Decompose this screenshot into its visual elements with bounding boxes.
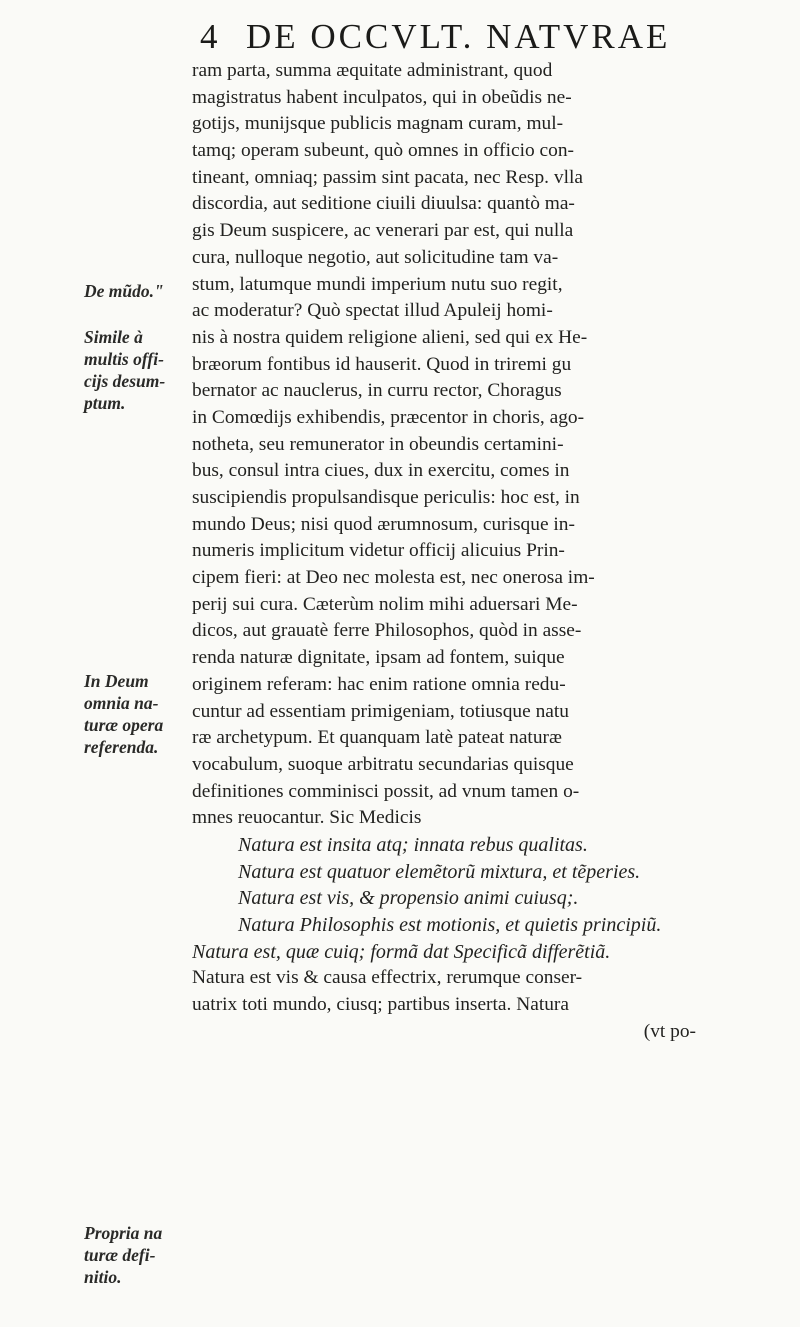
text-line: Natura est vis & causa effectrix, rerumque conser- bbox=[192, 967, 583, 989]
margin-note-propria bbox=[84, 1222, 188, 1288]
text-line: suscipiendis propulsandisque periculis: hoc est, in bbox=[192, 487, 580, 508]
text-line: cuntur ad essentiam primigeniam, totiusque natu bbox=[192, 700, 569, 722]
margin-note-line: In Deum bbox=[84, 671, 149, 691]
margin-note-line: turæ defi- bbox=[84, 1245, 156, 1265]
text-line: mundo Deus; nisi quod ærumnosum, curisque in- bbox=[192, 513, 575, 535]
margin-note-line: De mũdo." bbox=[84, 281, 164, 301]
margin-note-line: cijs desum- bbox=[84, 371, 166, 391]
text-line: perij sui cura. Cæterùm nolim mihi aduersari Me- bbox=[192, 593, 578, 615]
text-line: gis Deum suspicere, ac venerari par est, qui nulla bbox=[192, 220, 574, 242]
text-line: stum, latumque mundi imperium nutu suo regit, bbox=[192, 273, 563, 295]
text-line: mnes reuocantur. Sic Medicis bbox=[192, 807, 422, 829]
text-line: nis à nostra quidem religione alieni, sed qui ex He- bbox=[192, 326, 588, 348]
margin-note-line: multis offi- bbox=[84, 349, 164, 369]
page-number: 4 bbox=[200, 17, 221, 56]
definition-line: Natura est vis, & propensio animi cuiusq;. bbox=[238, 887, 579, 910]
text-line: uatrix toti mundo, ciusq; partibus inserta. Natura bbox=[192, 994, 569, 1016]
definition-line: Natura est quatuor elemẽtorũ mixtura, et tẽperies. bbox=[238, 860, 641, 883]
margin-note-de-mundo bbox=[84, 280, 188, 302]
text-line: tamq; operam subeunt, quò omnes in officio con- bbox=[192, 140, 574, 162]
text-line: cipem fieri: at Deo nec molesta est, nec onerosa im- bbox=[192, 567, 595, 589]
text-line: magistratus habent inculpatos, qui in obeũdis ne- bbox=[192, 86, 572, 108]
margin-note-line: Simile à bbox=[84, 327, 143, 347]
margin-note-line: Propria na bbox=[84, 1223, 163, 1243]
text-line: ac moderatur? Quò spectat illud Apuleij homi- bbox=[192, 300, 553, 322]
text-line: renda naturæ dignitate, ipsam ad fontem, suique bbox=[192, 647, 565, 669]
catchword: (vt po- bbox=[643, 1020, 696, 1042]
margin-note-line: ptum. bbox=[84, 393, 126, 413]
text-line: tineant, omniaq; passim sint pacata, nec Resp. vlla bbox=[192, 166, 583, 188]
margin-note-line: referenda. bbox=[84, 737, 159, 757]
text-line: bus, consul intra ciues, dux in exercitu, comes in bbox=[192, 460, 570, 482]
margin-note-line: omnia na- bbox=[84, 693, 159, 713]
text-line: in Comœdijs exhibendis, præcentor in choris, ago- bbox=[192, 406, 585, 428]
text-line: bræorum fontibus id hauserit. Quod in triremi gu bbox=[192, 353, 572, 375]
text-line: notheta, seu remunerator in obeundis certamini- bbox=[192, 433, 564, 455]
margin-note-simile bbox=[84, 326, 188, 414]
main-text bbox=[192, 58, 774, 1045]
margin-note-line: turæ opera bbox=[84, 715, 164, 735]
text-line: gotijs, munijsque publicis magnam curam, mul- bbox=[192, 113, 564, 135]
running-head bbox=[200, 14, 760, 60]
running-title: DE OCCVLT. NATVRAE bbox=[246, 17, 671, 56]
text-line: discordia, aut seditione ciuili diuulsa: quantò ma- bbox=[192, 193, 575, 215]
text-line: definitiones comminisci possit, ad vnum tamen o- bbox=[192, 780, 580, 802]
definition-line: Natura est, quæ cuiq; formã dat Specificã differẽtiã. bbox=[192, 940, 611, 963]
text-line: ram parta, summa æquitate administrant, quod bbox=[192, 60, 553, 81]
text-line: dicos, aut grauatè ferre Philosophos, quòd in asse- bbox=[192, 620, 582, 642]
definition-line: Natura Philosophis est motionis, et quietis principiũ. bbox=[238, 914, 662, 936]
text-line: bernator ac nauclerus, in curru rector, Choragus bbox=[192, 380, 562, 402]
definition-line: Natura est insita atq; innata rebus qualitas. bbox=[238, 833, 588, 856]
text-line: originem referam: hac enim ratione omnia redu- bbox=[192, 673, 566, 695]
text-line: vocabulum, suoque arbitratu secundarias quisque bbox=[192, 753, 574, 775]
margin-note-line: nitio. bbox=[84, 1267, 122, 1287]
text-line: cura, nulloque negotio, aut solicitudine tam va- bbox=[192, 246, 559, 268]
text-line: ræ archetypum. Et quanquam latè pateat naturæ bbox=[192, 727, 562, 749]
margin-note-in-deum bbox=[84, 670, 188, 758]
text-line: numeris implicitum videtur officij alicuius Prin- bbox=[192, 540, 565, 562]
